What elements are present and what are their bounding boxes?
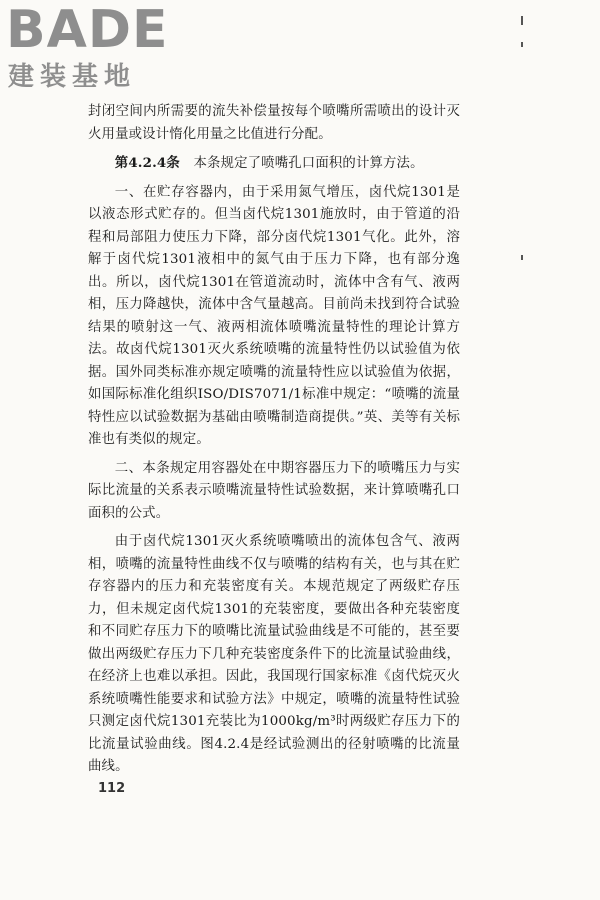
scan-edge-mark (521, 255, 523, 260)
clause-summary: 本条规定了喷嘴孔口面积的计算方法。 (193, 156, 424, 171)
document-body (88, 101, 460, 785)
paragraph-section-two: 二、本条规定用容器处在中期容器压力下的喷嘴压力与实际比流量的关系表示喷嘴流量特性试验数据，来计算喷嘴孔口面积的公式。 (88, 460, 460, 521)
paragraph-explanation: 由于卤代烷1301灭火系统喷嘴喷出的流体包含气、液两相，喷嘴的流量特性曲线不仅与喷嘴的结构有关，也与其在贮存容器内的压力和充装密度有关。本规范规定了两级贮存压力，但未规定卤代烷1301的充装密度，要做出各种充装密度和不同贮存压力下的喷嘴比流量试验曲线是不可能的，甚至要做出两级贮存压力下几种充装密度条件下的比流量试验曲线，在经济上也难以承担。因此，我国现行国家标准《卤代烷灭火系统喷嘴性能要求和试验方法》中规定，喷嘴的流量特性试验只测定卤代烷1301充装比为1000kg/m³时两级贮存压力下的比流量试验曲线。图4.2.4是经试验测出的径射喷嘴的比流量曲线。 (88, 534, 460, 774)
logo (6, 0, 181, 96)
scan-edge-mark (521, 42, 523, 47)
page-number: 112 (98, 781, 126, 796)
logo-tagline: 建装基地 (8, 62, 137, 92)
paragraph-clause-heading (88, 152, 460, 176)
clause-number: 第4.2.4条 (114, 155, 180, 171)
paragraph-continued: 封闭空间内所需要的流失补偿量按每个喷嘴所需喷出的设计灭火用量或设计惰化用量之比值进行分配。 (88, 104, 460, 142)
paragraph-section-one: 一、在贮存容器内，由于采用氮气增压，卤代烷1301是以液态形式贮存的。但当卤代烷1301施放时，由于管道的沿程和局部阻力使压力下降，部分卤代烷1301气化。此外，溶解于卤代烷1301液相中的氮气由于压力下降，也有部分逸出。所以，卤代烷1301在管道流动时，流体中含有气、液两相，压力降越快，流体中含气量越高。目前尚未找到符合试验结果的喷射这一气、液两相流体喷嘴流量特性的理论计算方法。故卤代烷1301灭火系统喷嘴的流量特性仍以试验值为依据。国外同类标准亦规定喷嘴的流量特性应以试验值为依据，如国际标准化组织ISO/DIS7071/1标准中规定：“喷嘴的流量特性应以试验数据为基础由喷嘴制造商提供。”英、美等有关标准也有类似的规定。 (88, 184, 460, 447)
logo-wordmark: BADE (6, 0, 169, 60)
scan-edge-mark (521, 16, 523, 25)
